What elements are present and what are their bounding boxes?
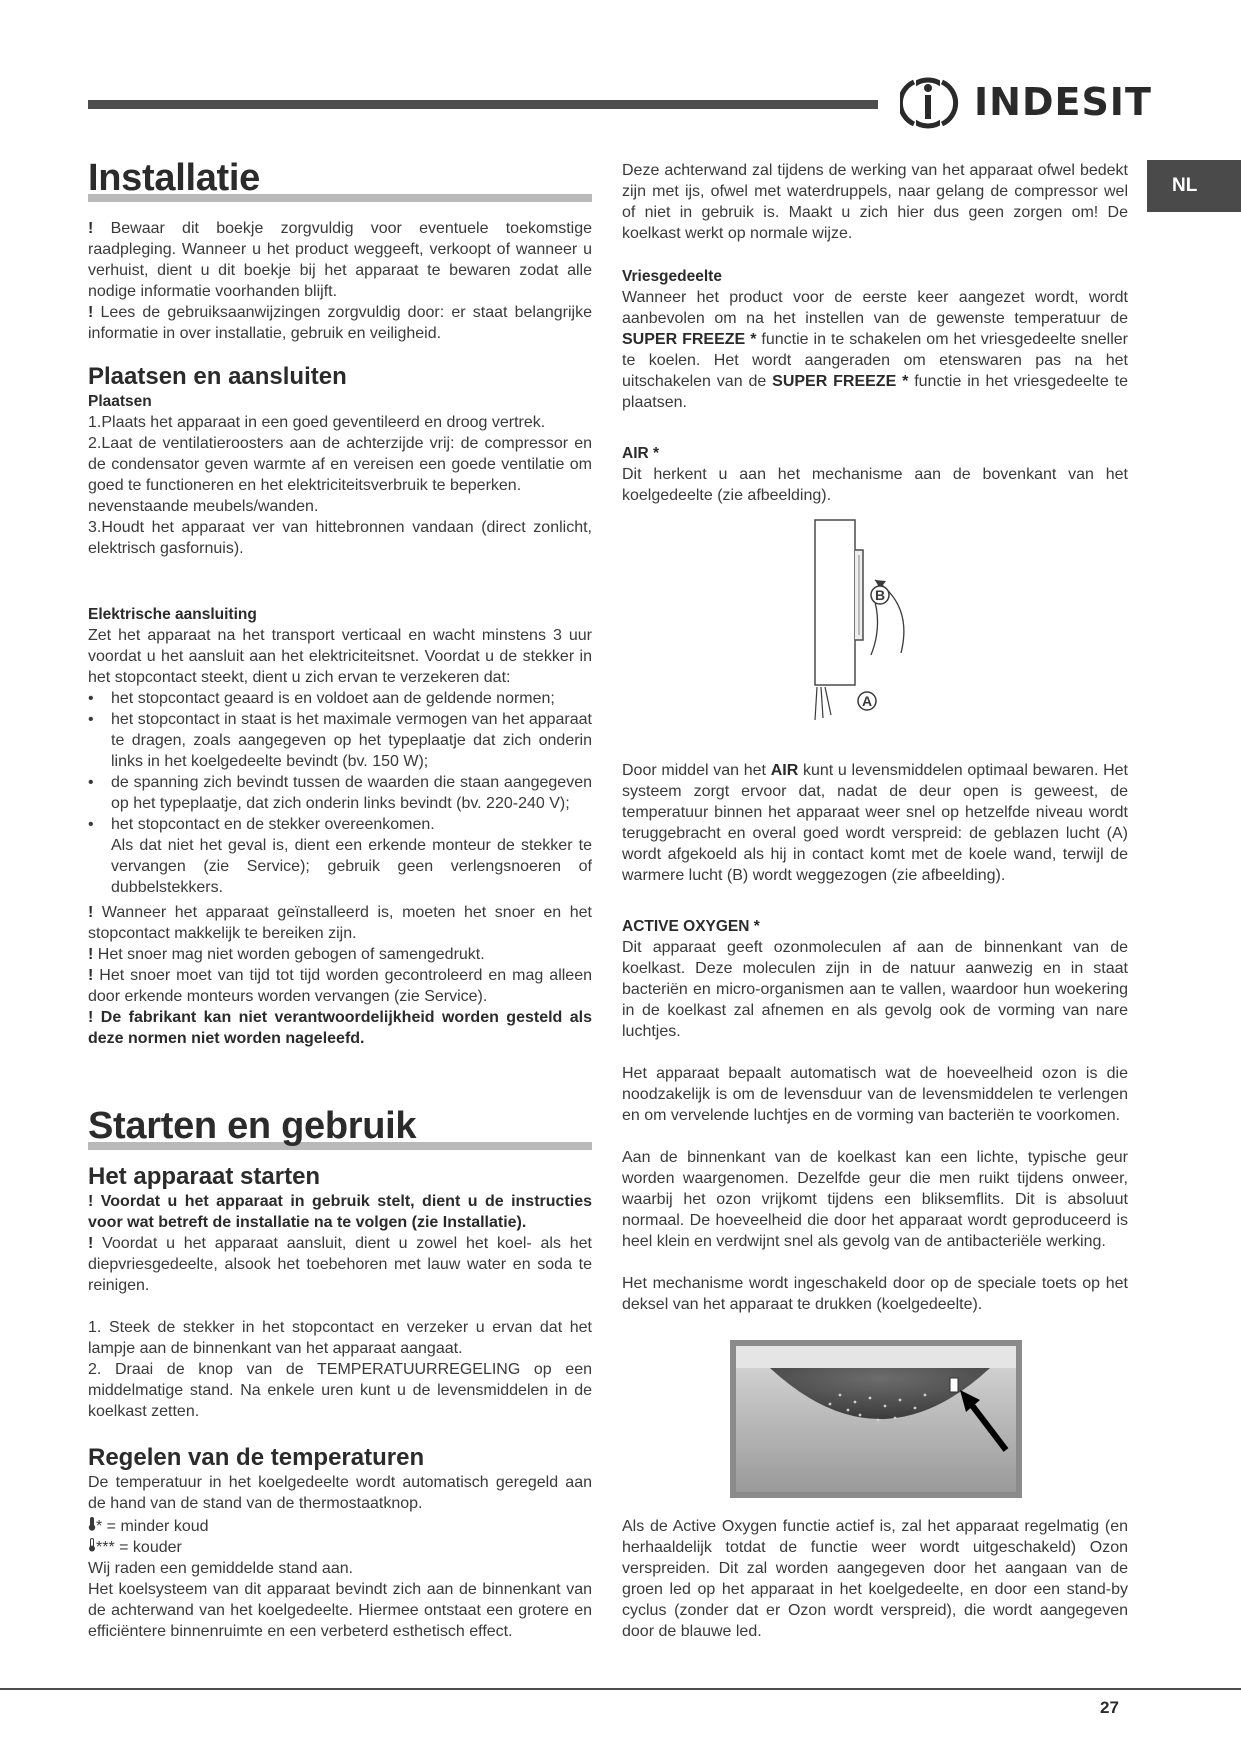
service-link: zie Service: [208, 858, 301, 875]
section-installatie: [88, 156, 592, 202]
subheading-elektrisch: Elektrische aansluiting: [88, 606, 257, 623]
service-link: zie Service: [399, 988, 478, 1005]
heading-starten: Starten en gebruik: [88, 1105, 417, 1147]
section-regelen: Regelen van de temperaturen De temperatuur in het koelgedeelte wordt automatisch geregeld aan de hand van de stand van de thermostaatknop. * = minder koud *** = kouder Wij raden een gemiddelde stand aan. Het koelsysteem van dit apparaat bevindt zich aan de binnenkant van de achterwand van het koelgedeelte. Hiermee ontstaat een grotere en efficiëntere binnenruimte en een verbeterd esthetisch effect.: [88, 1444, 592, 1640]
section-vriesgedeelte: Vriesgedeelte Wanneer het product voor de eerste keer aangezet wordt, wordt aanbevolen om na het instellen van de gewenste temperatuur de SUPER FREEZE * functie in te schakelen om het vriesgedeelte sneller te koelen. Het wordt aangeraden om etenswaren pas na het uitschakelen van de SUPER FREEZE * functie in het vriesgedeelte te plaatsen.: [622, 268, 1129, 411]
page-number: 27: [1100, 1698, 1119, 1717]
subheading-air: AIR *: [622, 445, 660, 462]
list-item: • het stopcontact geaard is en voldoet aan de geldende normen;: [88, 690, 555, 707]
label-a: A: [861, 693, 873, 709]
subheading-active-oxygen: ACTIVE OXYGEN *: [622, 918, 760, 935]
subheading-vriesgedeelte: Vriesgedeelte: [622, 268, 722, 285]
thermometer-icon: [88, 1517, 96, 1531]
list-item: • de spanning zich bevindt tussen de waarden die staan aangegeven op het typeplaatje, dat zich onderin links bevindt (bv. 220-240 V);: [88, 774, 592, 812]
brand-name: INDESIT: [974, 80, 1152, 124]
air-mechanism-diagram: [785, 515, 945, 720]
section-elektrisch: Elektrische aansluiting Zet het apparaat na het transport verticaal en wacht minstens 3 uur voordat u het aansluit aan het elektriciteitsnet. Voordat u de stekker in het stopcontact steekt, dient u zich ervan te verzekeren dat: • het stopcontact geaard is en voldoet aan de geldende normen; • het stopcontact in staat is het maximale vermogen van het apparaat te dragen, zoals aangegeven op het typeplaatje dat zich onderin links in het koelgedeelte bevindt (bv. 150 W); • de spanning zich bevindt tussen de waarden die staan aangegeven op het typeplaatje, dat zich onderin links bevindt (bv. 220-240 V); • het stopcontact en de stekker overeenkomen. Als dat niet het geval is, dient een erkende monteur de stekker te vervangen (zie Service); gebruik geen verlengsnoeren of dubbelstekkers. ! Wanneer het apparaat geïnstalleerd is, moeten het snoer en het stopcontact makkelijk te bereiken zijn. ! Het snoer mag niet worden gebogen of samengedrukt. ! Het snoer moet van tijd tot tijd worden gecontroleerd en mag alleen door erkende monteurs worden vervangen (zie Service). ! De fabrikant kan niet verantwoordelijkheid worden gesteld als deze normen niet worden nageleefd.: [88, 606, 592, 1047]
subheading-plaatsen: Plaatsen: [88, 393, 152, 410]
requirements-list: [88, 688, 592, 898]
air-description: Door middel van het AIR kunt u levensmiddelen optimaal bewaren. Het systeem zorgt ervoor dat, nadat de deur open is geweest, de temperatuur binnen het apparaat weer snel op hetzelfde niveau wordt teruggebracht en overal goed wordt verspreid: de geblazen lucht (A) wordt afgekoeld als hij in contact komt met de koele wand, terwijl de warmere lucht (B) wordt weggezogen (zie afbeelding).: [622, 762, 1129, 884]
list-item: • het stopcontact en de stekker overeenkomen. Als dat niet het geval is, dient een erkende monteur de stekker te vervangen (zie Service); gebruik geen verlengsnoeren of dubbelstekkers.: [88, 816, 592, 896]
heading-regelen: Regelen van de temperaturen: [88, 1444, 425, 1471]
achterwand-text: Deze achterwand zal tijdens de werking van het apparaat ofwel bedekt zijn met ijs, ofwel met waterdruppels, naar gelang de compressor wel of niet in gebruik is. Maakt u zich hier dus geen zorgen om! De koelkast werkt op normale wijze.: [622, 162, 1128, 242]
heading-installatie: Installatie: [88, 157, 260, 199]
section-plaatsen: Plaatsen en aansluiten Plaatsen 1.Plaats het apparaat in een goed geventileerd en droog vertrek. 2.Laat de ventilatieroosters aan de achterzijde vrij: de compressor en de condensator geven warmte af en vereisen een goede ventilatie om goed te functioneren en het elektriciteitsverbruik te beperken. nevenstaande meubels/wanden. 3.Houdt het apparaat ver van hittebronnen vandaan (direct zonlicht, elektrisch gasfornuis).: [88, 363, 592, 557]
active-oxygen-photo: [730, 1340, 1022, 1498]
language-tab: NL: [1147, 160, 1241, 212]
section-starten: [88, 1104, 592, 1150]
section-apparaat-starten: Het apparaat starten ! Voordat u het apparaat in gebruik stelt, dient u de instructies voor wat betreft de installatie na te volgen (zie Installatie). ! Voordat u het apparaat aansluit, dient u zowel het koel- als het diepvriesgedeelte, alsook het toebehoren met lauw water en soda te reinigen. 1. Steek de stekker in het stopcontact en verzeker u ervan dat het lampje aan de binnenkant van het apparaat aangaat. 2. Draai de knop van de TEMPERATUURREGELING op een middelmatige stand. Na enkele uren kunt u de levensmiddelen in de koelkast zetten.: [88, 1163, 592, 1420]
oxygen-led-text: Als de Active Oxygen functie actief is, zal het apparaat regelmatig (en herhaaldelijk totdat de functie weer wordt uitgeschakeld) Ozon verspreiden. Dit zal worden aangegeven door het aangaan van de groen led op het apparaat in het koelgedeelte, en door een stand-by cyclus (zonder dat er Ozon wordt verspreid), die wordt aangegeven door de blauwe led.: [622, 1518, 1128, 1640]
label-b: B: [874, 587, 886, 603]
indesit-i-icon: [900, 74, 970, 130]
header-rule: [88, 100, 878, 109]
warning-bold: ! De fabrikant kan niet verantwoordelijkheid worden gesteld als deze normen niet worden nageleefd.: [88, 1009, 592, 1047]
section-active-oxygen: ACTIVE OXYGEN * Dit apparaat geeft ozonmoleculen af aan de binnenkant van de koelkast. Deze moleculen zijn in de natuur aanwezig en in staat bacteriën en micro-organismen aan te vallen, waardoor hun woekering in de koelkast zal afnemen en als gevolg ook de vorming van nare luchtjes. Het apparaat bepaalt automatisch wat de hoeveelheid ozon is die noodzakelijk is om de levensduur van de levensmiddelen te verlengen en om vervelende luchtjes en de vorming van bacteriën te voorkomen. Aan de binnenkant van de koelkast kan een lichte, typische geur worden waargenomen. Dezelfde geur die men ruikt tijdens onweer, waarbij het ozon vrijkomt tijdens een bliksemflits. Dit is absoluut normaal. De hoeveelheid die door het apparaat wordt geproduceerd is heel klein en verdwijnt snel als gevolg van de antibacteriële werking. Het mechanisme wordt ingeschakeld door op de speciale toets op het deksel van het apparaat te drukken (koelgedeelte).: [622, 918, 1128, 1313]
installatie-text: ! Bewaar dit boekje zorgvuldig voor eventuele toekomstige raadpleging. Wanneer u het product weggeeft, verkoopt of wanneer u verhuist, dient u dit boekje bij het apparaat te bewaren zodat alle nodige informatie voorhanden blijft. ! Lees de gebruiksaanwijzingen zorgvuldig door: er staat belangrijke informatie in over installatie, gebruik en veiligheid.: [88, 220, 592, 342]
heading-apparaat-starten: Het apparaat starten: [88, 1163, 321, 1190]
heading-plaatsen: Plaatsen en aansluiten: [88, 363, 347, 390]
section-air: AIR * Dit herkent u aan het mechanisme aan de bovenkant van het koelgedeelte (zie afbeelding).: [622, 445, 1128, 504]
footer-rule: [0, 1688, 1241, 1690]
brand-logo: [900, 74, 1152, 130]
list-item: • het stopcontact in staat is het maximale vermogen van het apparaat te dragen, zoals aangegeven op het typeplaatje dat zich onderin links in het koelgedeelte bevindt (bv. 150 W);: [88, 711, 592, 770]
thermometer-icon: [88, 1538, 96, 1552]
